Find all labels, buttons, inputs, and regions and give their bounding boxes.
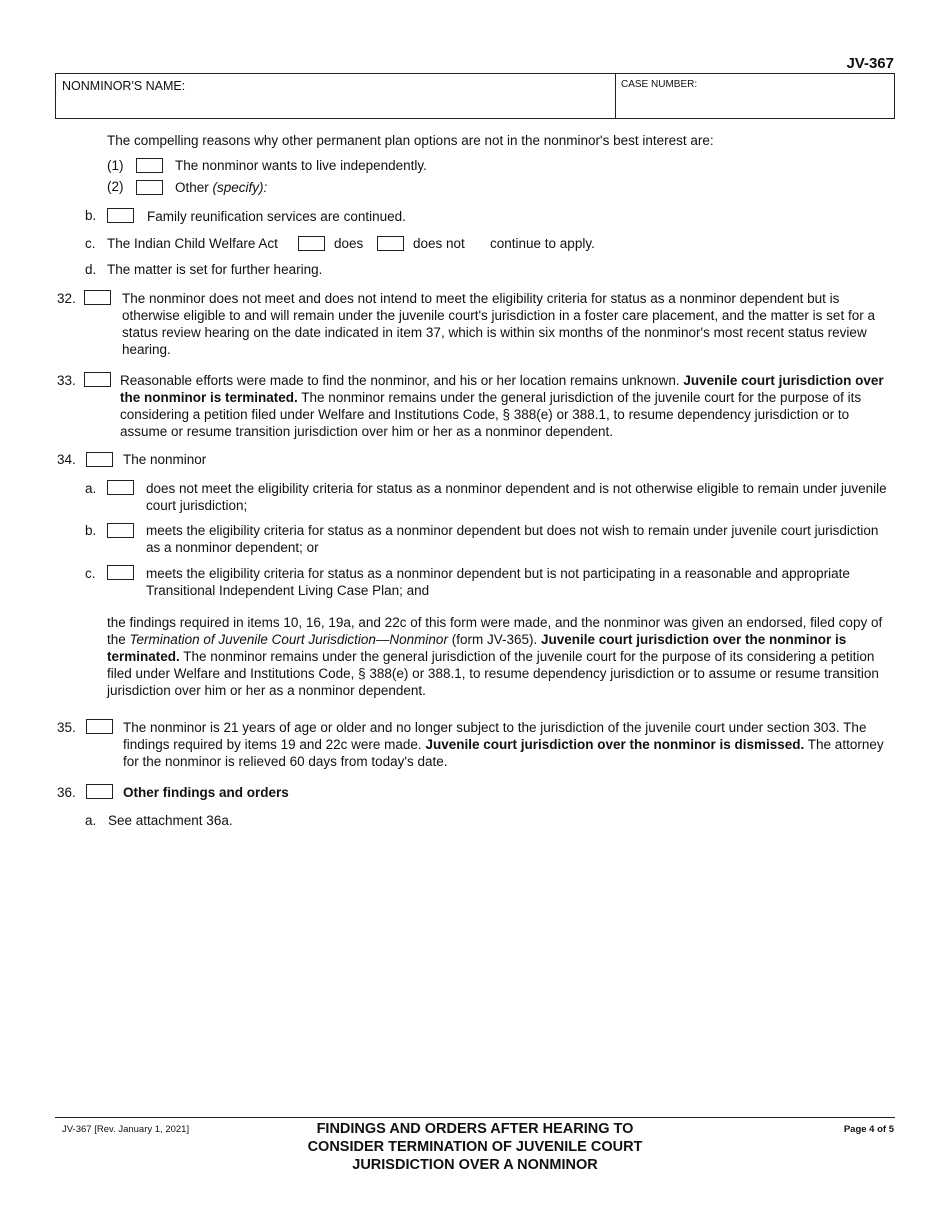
item-34a-text: does not meet the eligibility criteria for status as a nonminor dependent and is not otherwise eligible to remain under juvenile court jurisdiction; (146, 481, 887, 513)
item-d-letter: d. (85, 262, 97, 277)
item-34-findings-3: The nonminor remains under the general jurisdiction of the juvenile court for the purpose of its considering a petition filed under Welfare and Institutions Code, § 388(e) or 388.1, to resume dependency jurisdiction or to assume or resume transition jurisdiction over him or her as a nonminor dependent. (107, 649, 879, 698)
item-35-text-2: The attorney for the nonminor is relieved 60 days from today's date. (123, 737, 884, 769)
compelling-intro: The compelling reasons why other permanent plan options are not in the nonminor's best interest are: (107, 133, 714, 148)
icwa-does-checkbox[interactable] (298, 236, 325, 251)
item-35-checkbox[interactable] (86, 719, 113, 734)
item-32-number: 32. (57, 291, 76, 306)
item-35-text (123, 719, 891, 770)
item-36-title: Other findings and orders (123, 785, 289, 800)
item-35-number: 35. (57, 720, 76, 735)
option-2-text (175, 179, 267, 196)
item-34-findings-bold: Juvenile court jurisdiction over the nonminor is terminated. (107, 632, 847, 664)
item-34c-checkbox[interactable] (107, 565, 134, 580)
item-c-letter: c. (85, 236, 96, 251)
item-b-letter: b. (85, 208, 97, 223)
form-number: JV-367 (846, 55, 894, 72)
footer-title-line-1: FINDINGS AND ORDERS AFTER HEARING TO (316, 1121, 634, 1137)
item-34b-text: meets the eligibility criteria for status as a nonminor dependent but does not wish to remain under juvenile court jurisdiction as a nonminor dependent; or (146, 523, 879, 555)
option-2-label: Other (175, 180, 209, 195)
option-1-number: (1) (107, 158, 124, 173)
footer-title (255, 1120, 695, 1174)
option-2-checkbox[interactable] (136, 180, 163, 195)
item-36a-letter: a. (85, 813, 97, 828)
item-36a-text: See attachment 36a. (108, 813, 233, 828)
item-36-number: 36. (57, 785, 76, 800)
footer-revision: JV-367 [Rev. January 1, 2021] (62, 1124, 190, 1135)
icwa-does-not-label: does not (413, 236, 465, 251)
item-34c-letter: c. (85, 566, 96, 581)
item-c-tail: continue to apply. (490, 236, 595, 251)
case-number-label: CASE NUMBER: (621, 79, 698, 90)
item-32-checkbox[interactable] (84, 290, 111, 305)
item-36-checkbox[interactable] (86, 784, 113, 799)
footer-title-line-2: CONSIDER TERMINATION OF JUVENILE COURT (307, 1139, 643, 1155)
item-b-text: Family reunification services are continued. (147, 209, 406, 224)
nonminor-name-label: NONMINOR'S NAME: (62, 79, 186, 93)
item-b-checkbox[interactable] (107, 208, 134, 223)
item-33-text-1: Reasonable efforts were made to find the nonminor, and his or her location remains unknown. (120, 373, 680, 388)
item-34b-checkbox[interactable] (107, 523, 134, 538)
caption-box (55, 73, 895, 119)
item-d-text: The matter is set for further hearing. (107, 262, 323, 277)
item-34-text: The nonminor (123, 452, 207, 467)
item-33-text-2: The nonminor remains under the general jurisdiction of the juvenile court for the purpose of its considering a petition filed under Welfare and Institutions Code, § 388(e) or 388.1, to resume dependency jurisdiction or to assume or resume transition jurisdiction over him or her as a nonminor dependent. (120, 390, 862, 439)
item-33-checkbox[interactable] (84, 372, 111, 387)
footer-page-number: Page 4 of 5 (843, 1124, 894, 1135)
item-32-text: The nonminor does not meet and does not intend to meet the eligibility criteria for status as a nonminor dependent but is otherwise eligible to and will remain under the juvenile court's jurisdiction in a foster care placement, and the matter is set for a status review hearing on the date indicated in item 37, which is within six months of the nonminor's most recent status review hearing. (122, 291, 875, 357)
item-34b-letter: b. (85, 523, 97, 538)
item-34a-letter: a. (85, 481, 97, 496)
option-2-specify: (specify): (212, 180, 268, 195)
option-2-number: (2) (107, 179, 124, 194)
item-34-findings-italic: Termination of Juvenile Court Jurisdiction—Nonminor (129, 632, 448, 647)
item-33-text (120, 372, 892, 440)
option-1-text: The nonminor wants to live independently. (175, 158, 427, 173)
item-34-number: 34. (57, 452, 76, 467)
item-34a-checkbox[interactable] (107, 480, 134, 495)
item-34-findings-1: the findings required in items 10, 16, 19a, and 22c of this form were made, and the nonminor was given an endorsed, filed copy of the (107, 615, 883, 647)
icwa-does-label: does (334, 236, 364, 251)
option-1-checkbox[interactable] (136, 158, 163, 173)
item-35-text-1: The nonminor is 21 years of age or older and no longer subject to the jurisdiction of the juvenile court under section 303. The findings required by items 19 and 22c were made. (123, 720, 867, 752)
item-34-findings (107, 614, 892, 699)
icwa-does-not-checkbox[interactable] (377, 236, 404, 251)
footer-rule (55, 1117, 895, 1118)
footer-title-line-3: JURISDICTION OVER A NONMINOR (352, 1157, 598, 1173)
caption-divider (615, 74, 616, 118)
item-c-text: The Indian Child Welfare Act (107, 236, 278, 251)
item-33-number: 33. (57, 373, 76, 388)
item-33-bold: Juvenile court jurisdiction over the nonminor is terminated. (120, 373, 884, 405)
item-34-findings-2: (form JV-365). (451, 632, 538, 647)
item-34c-text: meets the eligibility criteria for status as a nonminor dependent but is not participating in a reasonable and appropriate Transitional Independent Living Case Plan; and (146, 566, 850, 598)
item-35-bold: Juvenile court jurisdiction over the nonminor is dismissed. (425, 737, 805, 752)
item-34-checkbox[interactable] (86, 452, 113, 467)
